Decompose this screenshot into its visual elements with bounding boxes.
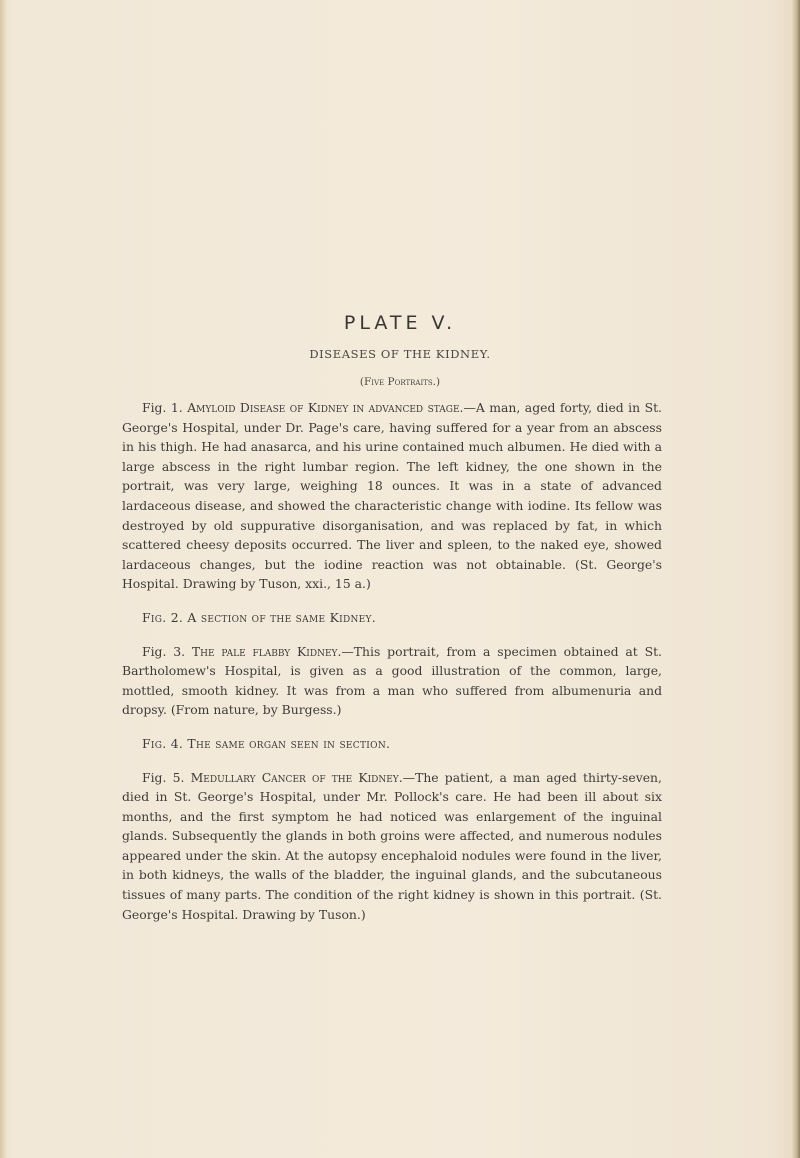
portraits-note: (Five Portraits.) — [359, 376, 441, 388]
figure-2-label: Fig. 2. — [142, 609, 184, 625]
figure-1-label: Fig. 1. — [142, 400, 183, 415]
figure-4 — [122, 734, 662, 754]
plate-subject: DISEASES OF THE KIDNEY. — [309, 347, 491, 361]
plate-title: PLATE V. — [343, 312, 457, 334]
figure-5-text: —The patient, a man aged thirty-seven, died in St. George's Hospital, under Mr. Pollock's care. He had been ill about six months, and the first symptom he had noticed was enlargement of the inguinal glands. Subsequently the glands in both groins were affected, and numerous nodules appeared under the skin. At the autopsy encephaloid nodules were found in the liver, in both kidneys, the walls of the bladder, the inguinal glands, and the subcutaneous tissues of many parts. The condition of the right kidney is shown in this portrait. (St. George's Hospital. Drawing by Tuson.) — [122, 769, 662, 922]
figure-2 — [122, 608, 662, 628]
figure-3-heading: The pale flabby Kidney. — [191, 643, 342, 659]
figure-3-label: Fig. 3. — [142, 643, 186, 659]
page-edge — [791, 0, 800, 1158]
figure-1 — [122, 398, 662, 594]
figure-5-label: Fig. 5. — [142, 769, 185, 785]
binding-gutter — [0, 0, 6, 1158]
figure-3-text: —This portrait, from a specimen obtained at St. Bartholomew's Hospital, is given as a good illustration of the common, large, mottled, smooth kidney. It was from a man who suffered from albumenuria and dropsy. (From nature, by Burgess.) — [122, 643, 662, 718]
figure-5 — [122, 768, 662, 925]
figure-1-heading: Amyloid Disease of Kidney in advanced stage. — [187, 400, 464, 415]
figure-5-heading: Medullary Cancer of the Kidney. — [190, 769, 403, 785]
figure-4-label: Fig. 4. — [142, 735, 184, 751]
figure-descriptions — [122, 398, 662, 938]
figure-2-heading: A section of the same Kidney. — [187, 609, 377, 625]
figure-4-heading: The same organ seen in section. — [187, 735, 391, 751]
figure-3 — [122, 642, 662, 720]
figure-1-text: —A man, aged forty, died in St. George's Hospital, under Dr. Page's care, having suffered for a year from an abscess in his thigh. He had anasarca, and his urine contained much albumen. He died with a large abscess in the right lumbar region. The left kidney, the one shown in the portrait, was very large, weighing 18 ounces. It was in a state of advanced lardaceous disease, and showed the characteristic change with iodine. Its fellow was destroyed by old suppurative disorganisation, and was replaced by fat, in which scattered cheesy deposits occurred. The liver and spleen, to the naked eye, showed lardaceous changes, but the iodine reaction was not obtainable. (St. George's Hospital. Drawing by Tuson, xxi., 15 a.) — [122, 400, 662, 592]
